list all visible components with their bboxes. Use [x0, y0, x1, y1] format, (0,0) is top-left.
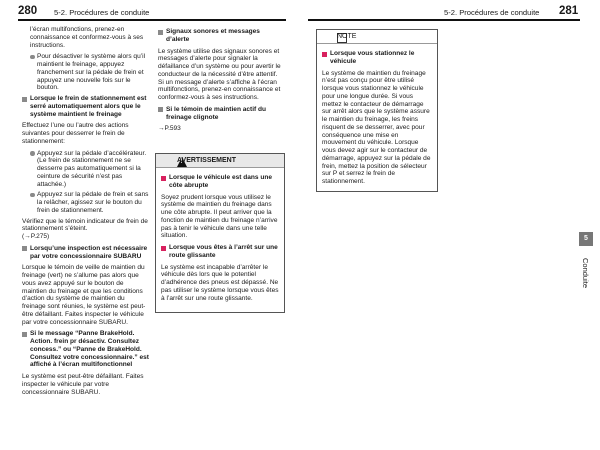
paragraph: Effectuez l’une ou l’autre des actions suivantes pour desserrer le frein de stationnement:	[22, 122, 129, 145]
paragraph: Le système de maintien du freinage n’est pas conçu pour être utilisé lorsque vous stationnez le véhicule pour une longue durée. Si vous mettez le contacteur de démarrage sur arrêt alors que le système assure le maintien du freinage, les freins risquent de se desserrer, avec pour conséquence une mise en mouvement du véhicule. Lorsque vous devez agir sur le contacteur de démarrage, appuyez sur la pédale de frein, mettez la position de sélecteur sur P et serrez le frein de stationnement.	[322, 69, 431, 185]
note-box	[316, 29, 438, 192]
list-item	[30, 53, 150, 92]
bullet-text: Appuyez sur la pédale d’accélérateur. (Le frein de stationnement ne se desserre pas automatiquement si la ceinture de sécurité n’est pas attachée.)	[37, 149, 147, 188]
warning-heading	[161, 244, 279, 260]
page-reference[interactable]: →P.593	[158, 125, 181, 133]
bullet-text: Appuyez sur la pédale de frein et sans la relâcher, agissez sur le bouton du frein de stationnement.	[37, 191, 149, 214]
paragraph: Le système utilise des signaux sonores et messages d’alerte pour signaler la défaillance d’un système ou pour avertir le conducteur de la nécessité d’être attentif. Si un message d’alerte s’affiche à l’écran multifonctions, prenez-en connaissance et conformez-vous à ses instructions.	[158, 47, 281, 101]
heading-text: Lorsque vous stationnez le véhicule	[330, 50, 415, 65]
warning-title: AVERTISSEMENT	[177, 156, 236, 164]
heading-text: Si le message “Panne BrakeHold. Action. frein pr désactiv. Consultez concess.” ou “Panne de BrakeHold. Consultez votre concessionnaire.” est affiché à l’écran multifonctionnel	[30, 330, 149, 369]
paragraph: Lorsque le témoin de veille de maintien du freinage (vert) ne s’allume pas alors que vous avez appuyé sur le bouton de maintien du freinage et que les conditions d’action du système de maintien du freinage sont réunies, le système est peut-être défaillant. Faites inspecter le véhicule par votre concessionnaire SUBARU.	[22, 264, 146, 326]
right-header-rule	[308, 19, 580, 21]
heading-text: Lorsqu’une inspection est nécessaire par votre concessionnaire SUBARU	[30, 244, 148, 260]
left-page-number: 280	[18, 5, 38, 17]
paragraph: Le système est peut-être défaillant. Faites inspecter le véhicule par votre concessionnaire SUBARU.	[22, 373, 144, 396]
chapter-tab[interactable]: 5	[579, 232, 593, 246]
heading-text: Lorsque le véhicule est dans une côte abrupte	[169, 174, 272, 189]
verify-text: Vérifiez que le témoin indicateur de frein de stationnement s’éteint.	[22, 217, 148, 233]
list-item	[30, 191, 150, 214]
section-heading	[158, 106, 282, 122]
square-bullet-icon	[158, 107, 163, 112]
warning-heading	[161, 174, 279, 190]
heading-text: Si le témoin de maintien actif du freinage clignote	[166, 105, 267, 121]
section-heading	[22, 95, 150, 118]
square-bullet-icon	[22, 332, 27, 337]
right-section-title: 5-2. Procédures de conduite	[444, 8, 540, 17]
bullet-icon	[30, 193, 35, 198]
heading-text: Lorsque le frein de stationnement est serré automatiquement alors que le système maintient le freinage	[30, 95, 147, 118]
section-heading	[158, 28, 282, 44]
heading-text: Signaux sonores et messages d’alerte	[166, 28, 260, 43]
paragraph	[22, 218, 150, 241]
bullet-icon	[30, 55, 35, 60]
square-bullet-icon	[161, 246, 166, 251]
square-bullet-icon	[22, 97, 27, 102]
chapter-label: Conduite	[581, 258, 590, 289]
square-bullet-icon	[158, 30, 163, 35]
square-bullet-icon	[322, 52, 327, 57]
square-bullet-icon	[22, 246, 27, 251]
column-left	[22, 26, 150, 400]
section-heading	[22, 245, 150, 261]
bullet-icon	[30, 151, 35, 156]
bullet-text: Pour désactiver le système alors qu’il maintient le freinage, appuyez franchement sur la pédale de frein et appuyez une nouvelle fois sur le bouton.	[37, 53, 146, 92]
warning-header	[156, 154, 284, 168]
paragraph: Soyez prudent lorsque vous utilisez le système de maintien du freinage dans une côte abrupte. Il peut arriver que la fonction de maintien du freinage n’arrive pas à tenir le véhicule dans une telle situation.	[161, 193, 278, 240]
left-section-title: 5-2. Procédures de conduite	[54, 8, 150, 17]
note-header	[317, 30, 437, 44]
warning-box	[155, 153, 285, 313]
warning-body	[156, 168, 284, 310]
paragraph: l’écran multifonctions, prenez-en connaissance et conformez-vous à ses instructions.	[30, 26, 144, 49]
note-body	[317, 44, 437, 194]
list-item	[30, 150, 150, 189]
note-title: NOTE	[337, 32, 357, 40]
paragraph: Le système est incapable d’arrêter le véhicule dès lors que le potentiel d’adhérence des pneus est dépassé. Ne pas utiliser le système lorsque vous êtes à l’arrêt sur une route glissante.	[161, 263, 279, 302]
note-heading	[322, 50, 432, 66]
left-header-rule	[18, 19, 286, 21]
page-reference[interactable]: (→P.275)	[22, 233, 50, 240]
right-page-number: 281	[559, 5, 579, 17]
heading-text: Lorsque vous êtes à l’arrêt sur une route glissante	[169, 244, 278, 259]
column-middle	[158, 26, 282, 137]
section-heading	[22, 330, 150, 369]
square-bullet-icon	[161, 176, 166, 181]
